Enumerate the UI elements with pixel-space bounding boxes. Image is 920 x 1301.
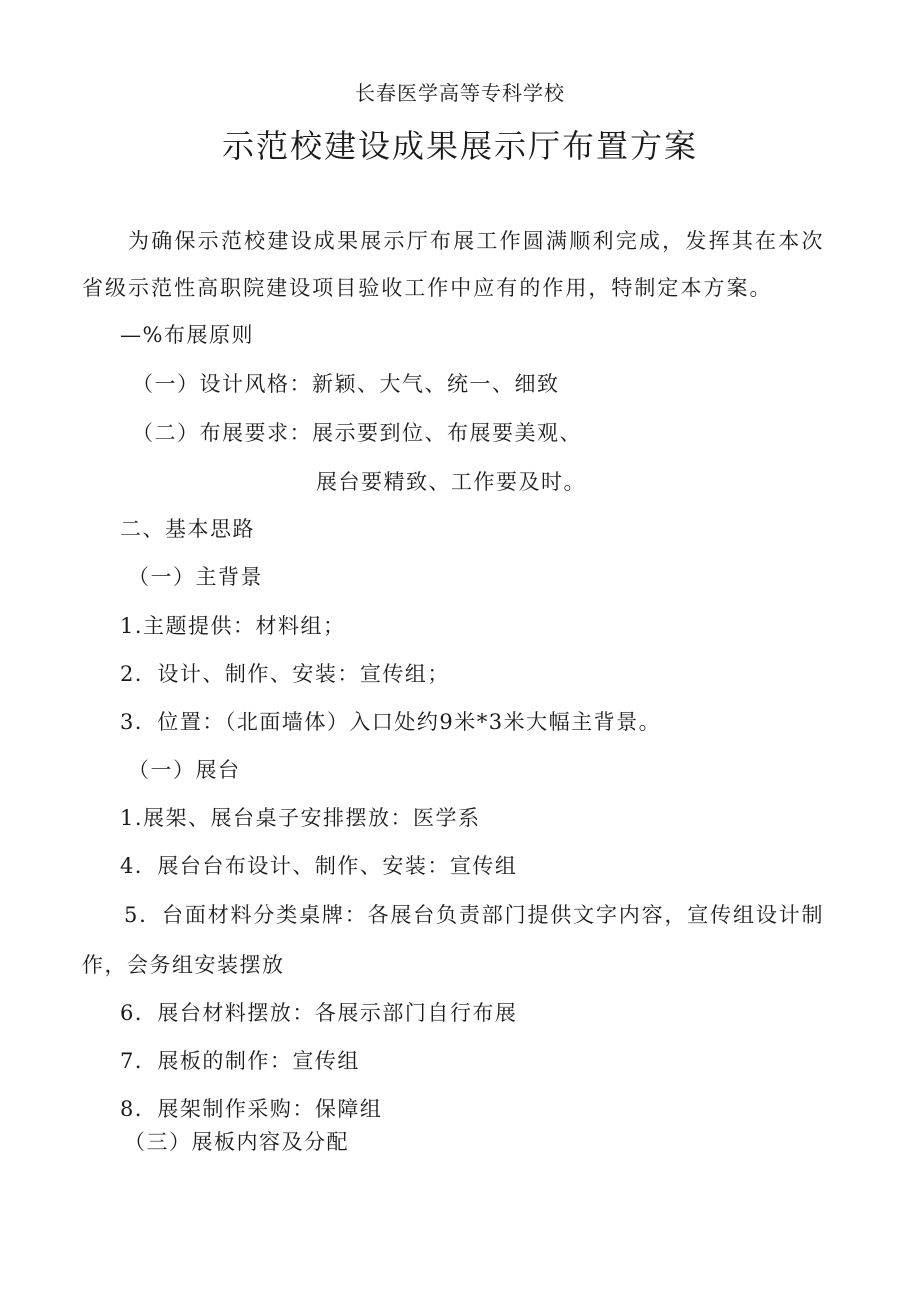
list-item: 6．展台材料摆放：各展示部门自行布展	[120, 1001, 518, 1025]
subsection-heading-booths: （一）展台	[128, 758, 241, 782]
list-item: 4．展台台布设计、制作、安装：宣传组	[120, 854, 518, 878]
list-item: 3．位置：（北面墙体）入口处约9米*3米大幅主背景。	[120, 710, 662, 734]
section-heading-principles: —%布展原则	[120, 323, 254, 347]
list-item: 1.主题提供：材料组；	[120, 614, 346, 638]
list-item: 1.展架、展台桌子安排摆放：医学系	[120, 806, 481, 830]
list-item: 5．台面材料分类桌牌：各展台负责部门提供文字内容，宣传组设计制	[124, 903, 824, 927]
school-name: 长春医学高等专科学校	[355, 81, 565, 105]
intro-paragraph-line-1: 为确保示范校建设成果展示厅布展工作圆满顺利完成，发挥其在本次	[128, 229, 824, 253]
subsection-heading-panel-content: （三）展板内容及分配	[124, 1130, 349, 1154]
document-title: 示范校建设成果展示厅布置方案	[221, 127, 698, 165]
principle-requirements: （二）布展要求：展示要到位、布展要美观、	[132, 421, 582, 445]
principle-requirements-continued: 展台要精致、工作要及时。	[316, 470, 586, 494]
subsection-heading-main-background: （一）主背景	[128, 565, 263, 589]
list-item: 7．展板的制作：宣传组	[120, 1049, 360, 1073]
intro-paragraph-line-2: 省级示范性高职院建设项目验收工作中应有的作用，特制定本方案。	[82, 276, 772, 300]
list-item: 8．展架制作采购：保障组	[120, 1097, 383, 1121]
principle-design-style: （一）设计风格：新颖、大气、统一、细致	[132, 372, 560, 396]
list-item: 2．设计、制作、安装：宣传组；	[120, 662, 450, 686]
section-heading-basic-ideas: 二、基本思路	[120, 517, 255, 541]
list-item-continued: 作，会务组安装摆放	[82, 953, 285, 977]
